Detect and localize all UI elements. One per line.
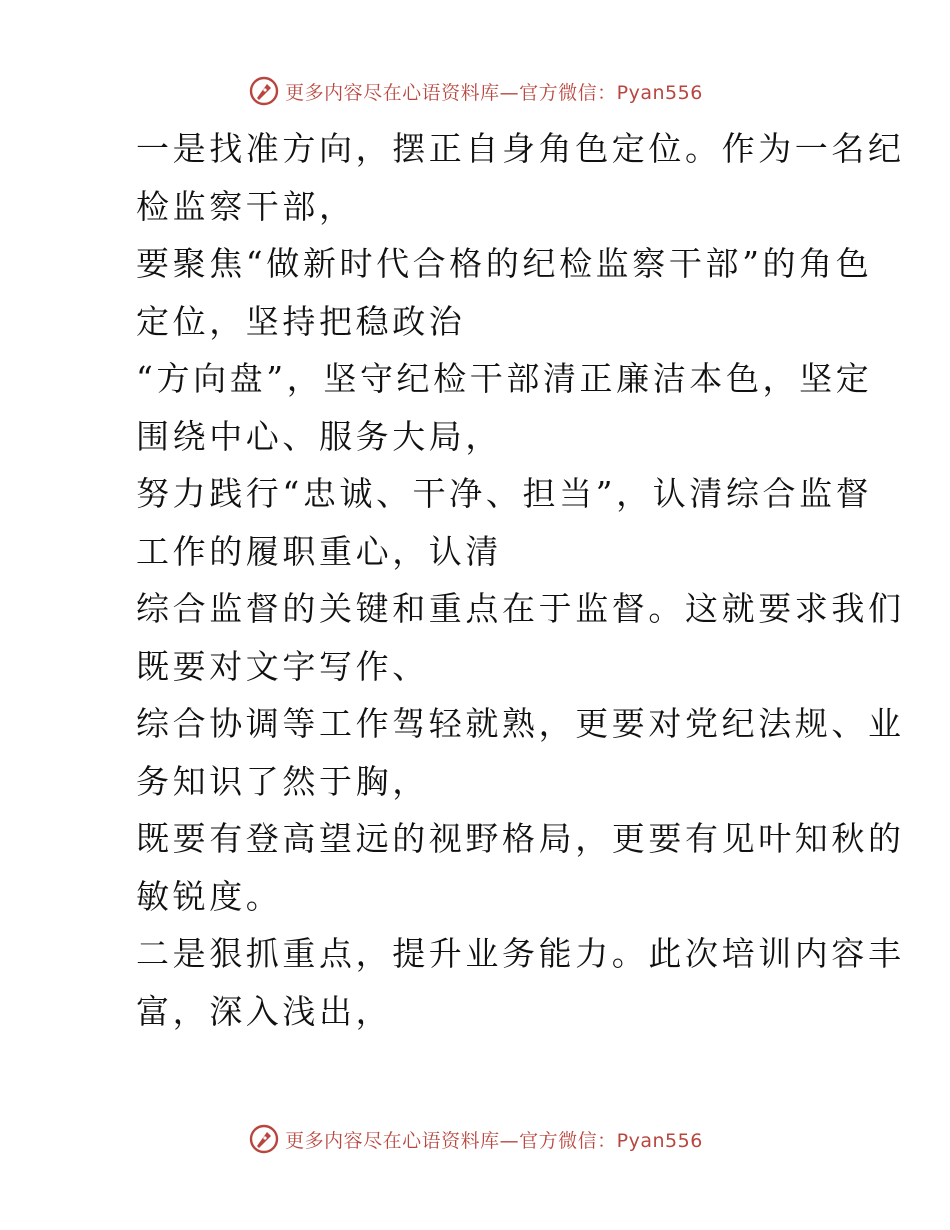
paragraph-line: “方向盘”，坚守纪检干部清正廉洁本色，坚定 xyxy=(136,359,873,398)
paragraph xyxy=(98,925,905,1040)
paragraph-line: 一是找准方向，摆正自身角色定位。作为一名纪 xyxy=(136,129,905,168)
paragraph-line: 工作的履职重心，认清 xyxy=(136,531,502,571)
paragraph-line: 综合监督的关键和重点在于监督。这就要求我们 xyxy=(136,589,905,628)
paragraph xyxy=(98,695,905,810)
footer-banner-text: 更多内容尽在心语资料库—官方微信：Pyan556 xyxy=(285,1129,703,1152)
paragraph-line: 努力践行“忠诚、干净、担当”，认清综合监督 xyxy=(136,474,873,513)
document-body xyxy=(98,120,905,1040)
paragraph-line: 围绕中心、服务大局， xyxy=(136,416,502,456)
pen-nib-logo-icon xyxy=(247,74,281,108)
paragraph-line: 既要有登高望远的视野格局，更要有见叶知秋的 xyxy=(136,819,905,858)
paragraph xyxy=(98,235,873,350)
paragraph-line: 检监察干部， xyxy=(136,186,356,226)
paragraph-line: 综合协调等工作驾轻就熟，更要对党纪法规、业 xyxy=(136,704,905,743)
paragraph-line: 务知识了然于胸， xyxy=(136,761,429,801)
paragraph xyxy=(98,350,873,465)
paragraph xyxy=(98,810,905,925)
paragraph-line: 要聚焦“做新时代合格的纪检监察干部”的角色 xyxy=(136,244,873,283)
paragraph-line: 富，深入浅出， xyxy=(136,991,393,1031)
pen-nib-logo-icon xyxy=(247,1122,281,1156)
paragraph-line: 敏锐度。 xyxy=(136,876,283,916)
header-banner-text: 更多内容尽在心语资料库—官方微信：Pyan556 xyxy=(285,81,703,104)
paragraph xyxy=(98,580,905,695)
paragraph-line: 二是狠抓重点，提升业务能力。此次培训内容丰 xyxy=(136,934,905,973)
paragraph xyxy=(98,465,873,580)
footer-banner xyxy=(0,1119,950,1159)
paragraph-line: 定位，坚持把稳政治 xyxy=(136,301,466,341)
paragraph-line: 既要对文字写作、 xyxy=(136,646,429,686)
paragraph xyxy=(98,120,905,235)
header-banner xyxy=(0,71,950,111)
